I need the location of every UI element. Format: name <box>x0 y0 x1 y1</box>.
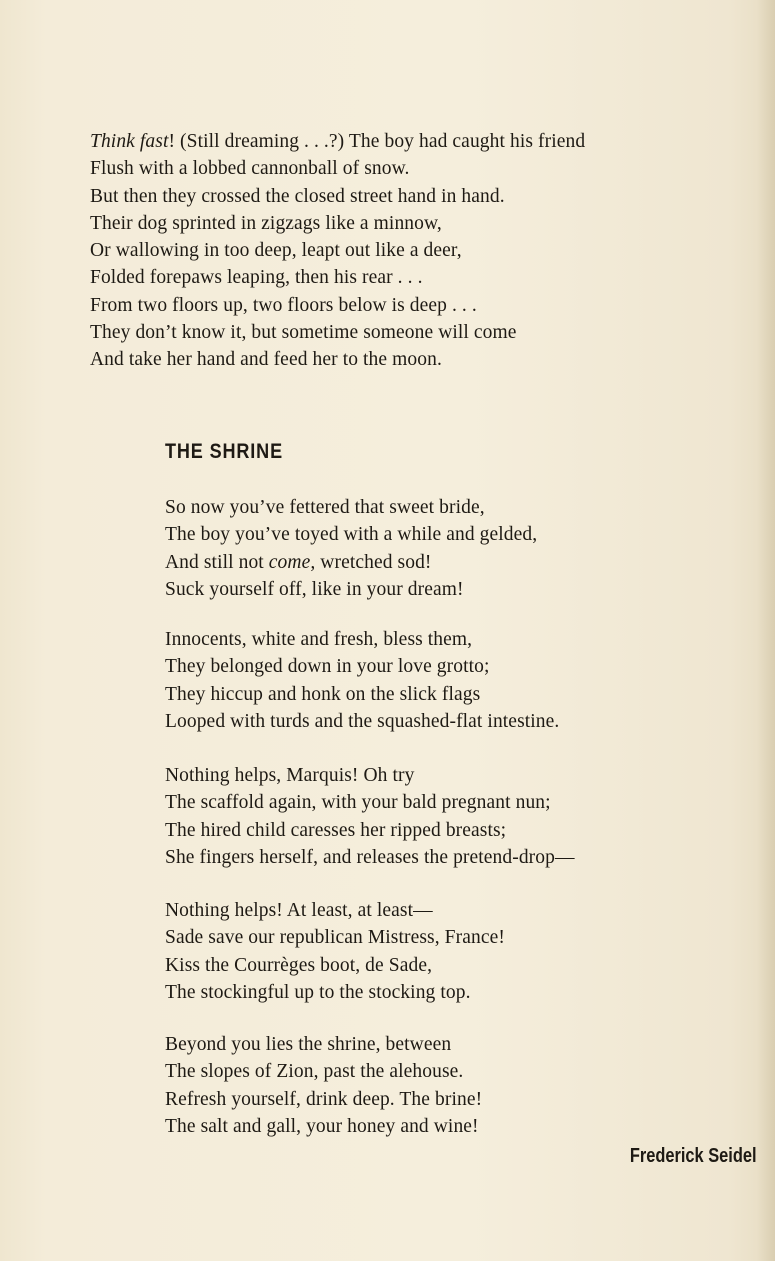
poem-line: The slopes of Zion, past the alehouse. <box>165 1061 464 1083</box>
italic-word: come, <box>268 551 316 573</box>
poem-line: They belonged down in your love grotto; <box>165 656 490 678</box>
poem-line: Kiss the Courrèges boot, de Sade, <box>165 954 433 976</box>
italic-phrase: Think fast <box>90 131 169 152</box>
poem-line: Think fast! (Still dreaming . . .?) The boy had caught his friend <box>90 131 586 152</box>
poem-line: From two floors up, two floors below is deep . . . <box>90 294 477 316</box>
stanza-5 <box>165 1031 482 1140</box>
poem-line: Nothing helps, Marquis! Oh try <box>165 765 415 786</box>
poem-continuation <box>90 128 585 374</box>
poem-line: She fingers herself, and releases the pretend-drop— <box>165 846 575 868</box>
poem-line: Innocents, white and fresh, bless them, <box>165 629 473 650</box>
poem-line: Flush with a lobbed cannonball of snow. <box>90 158 410 180</box>
poem-line: They don’t know it, but sometime someone will come <box>90 322 517 344</box>
poem-line: Looped with turds and the squashed-flat intestine. <box>165 710 560 732</box>
poem-line: Refresh yourself, drink deep. The brine! <box>165 1088 483 1110</box>
author-byline: Frederick Seidel <box>630 1145 757 1167</box>
poem-line: Folded forepaws leaping, then his rear . . . <box>90 267 423 289</box>
poem-line: Nothing helps! At least, at least— <box>165 900 433 921</box>
poem-line: The boy you’ve toyed with a while and gelded, <box>165 524 538 546</box>
poem-line: Their dog sprinted in zigzags like a minnow, <box>90 212 442 234</box>
poem-line: The scaffold again, with your bald pregnant nun; <box>165 792 551 814</box>
poem-line: Or wallowing in too deep, leapt out like a deer, <box>90 240 462 262</box>
page-edge-shadow <box>757 0 775 1261</box>
poem-title: THE SHRINE <box>165 440 283 463</box>
poem-line: They hiccup and honk on the slick flags <box>165 683 481 705</box>
poem-line: The stockingful up to the stocking top. <box>165 981 471 1003</box>
poem-line: But then they crossed the closed street hand in hand. <box>90 185 505 207</box>
poem-line: And still not come, wretched sod! <box>165 551 432 573</box>
poem-line: Sade save our republican Mistress, France! <box>165 927 505 949</box>
poem-line: The salt and gall, your honey and wine! <box>165 1115 479 1137</box>
stanza-2 <box>165 626 559 735</box>
stanza-4 <box>165 897 505 1006</box>
poem-line: So now you’ve fettered that sweet bride, <box>165 497 485 518</box>
stanza-3 <box>165 762 575 871</box>
stanza-1 <box>165 494 537 603</box>
poem-line: Beyond you lies the shrine, between <box>165 1034 452 1055</box>
poem-line: The hired child caresses her ripped breasts; <box>165 819 507 841</box>
poem-line: And take her hand and feed her to the moon. <box>90 349 442 371</box>
poem-line: Suck yourself off, like in your dream! <box>165 578 464 600</box>
